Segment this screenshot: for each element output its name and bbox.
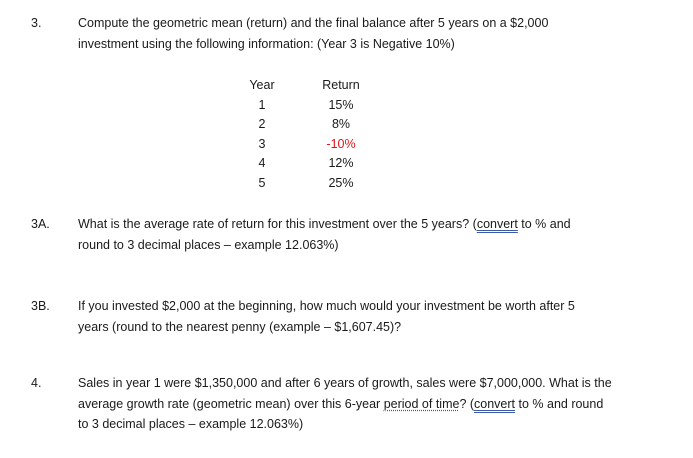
return-cell-negative: -10% [326, 136, 356, 151]
question-4-number: 4. [31, 376, 42, 390]
return-cell: 12% [328, 156, 354, 171]
question-4-line-3: to 3 decimal places – example 12.063%) [78, 417, 304, 431]
table-row [236, 174, 370, 194]
table-row [236, 96, 370, 116]
question-3a-line-2: round to 3 decimal places – example 12.063%) [78, 237, 339, 252]
return-header: Return [322, 78, 360, 92]
year-header: Year [249, 78, 275, 92]
return-cell: 15% [328, 97, 354, 112]
question-3-number: 3. [31, 16, 42, 30]
grammar-check-phrase: period of time [383, 396, 460, 411]
table-header-row [236, 76, 370, 96]
question-3a-number: 3A. [31, 217, 50, 231]
question-4-text [78, 373, 678, 435]
year-cell: 1 [258, 97, 266, 112]
question-3a-line-1: What is the average rate of return for this investment over the 5 years? (convert to % and [78, 217, 571, 231]
table-row [236, 115, 370, 135]
spellcheck-word: convert [476, 217, 518, 231]
year-cell: 2 [258, 117, 266, 132]
return-cell: 8% [331, 117, 351, 132]
question-3b-number: 3B. [31, 299, 50, 313]
question-3-text [78, 13, 678, 54]
table-row [236, 135, 370, 155]
question-3a-text [78, 214, 678, 255]
question-3-line-1: Compute the geometric mean (return) and the final balance after 5 years on a $2,000 [78, 16, 549, 30]
year-cell: 5 [258, 175, 266, 190]
return-cell: 25% [328, 175, 354, 190]
year-cell: 4 [258, 156, 266, 171]
question-4-line-2: average growth rate (geometric mean) over this 6-year period of time? (convert to % and round [78, 396, 604, 411]
question-4-line-1: Sales in year 1 were $1,350,000 and after 6 years of growth, sales were $7,000,000. What is the [78, 376, 612, 390]
spellcheck-word: convert [474, 396, 516, 411]
year-cell: 3 [258, 136, 266, 151]
question-3-line-2: investment using the following information: (Year 3 is Negative 10%) [78, 36, 455, 51]
question-3b-line-1: If you invested $2,000 at the beginning, how much would your investment be worth after 5 [78, 299, 575, 313]
question-3b-line-2: years (round to the nearest penny (example – $1,607.45)? [78, 319, 402, 334]
question-3b-text [78, 296, 678, 337]
returns-table [236, 76, 370, 194]
table-row [236, 154, 370, 174]
